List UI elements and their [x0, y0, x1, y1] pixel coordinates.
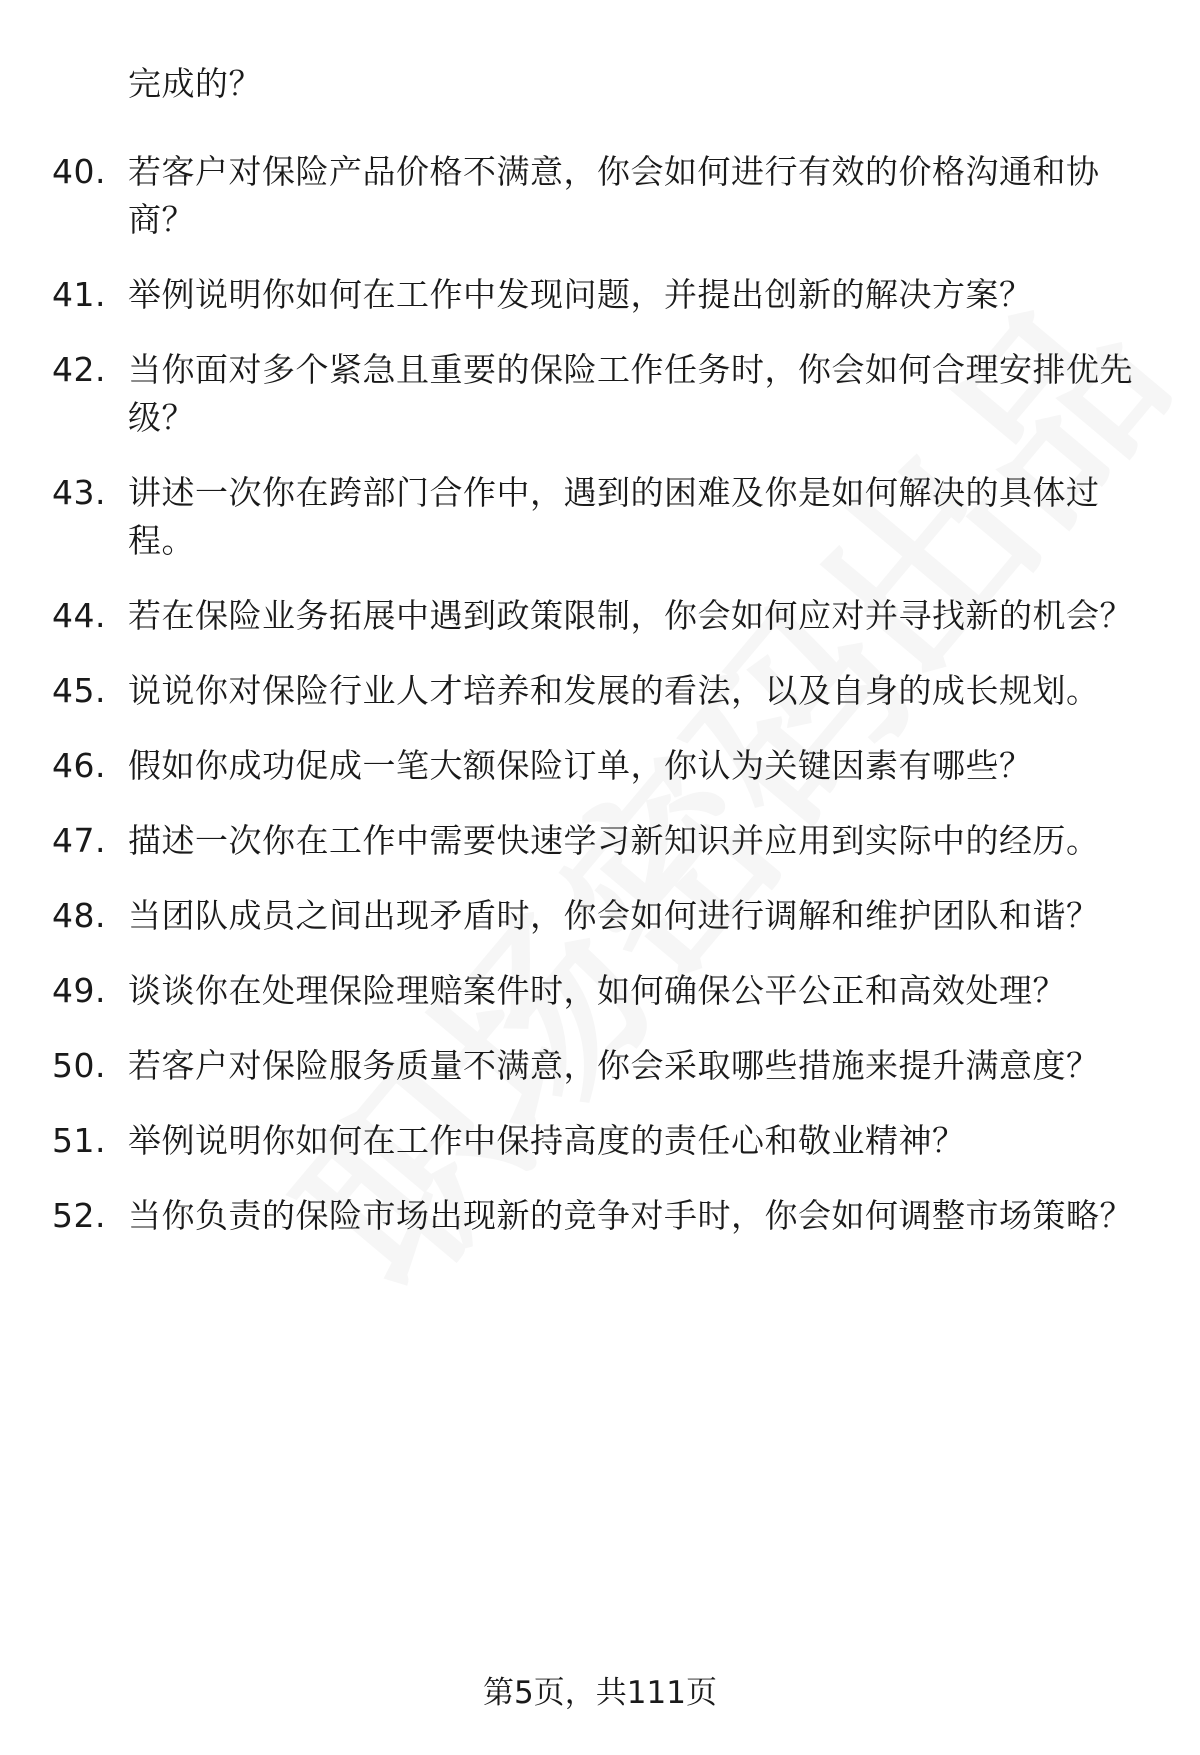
question-text: 若客户对保险产品价格不满意，你会如何进行有效的价格沟通和协商？	[128, 152, 1100, 239]
question-item	[0, 148, 1200, 244]
question-text: 当团队成员之间出现矛盾时，你会如何进行调解和维护团队和谐？	[128, 896, 1100, 935]
question-number: 48.	[52, 896, 106, 935]
question-item	[0, 1117, 1200, 1165]
question-number: 40.	[52, 152, 106, 191]
continued-question-text: 完成的？	[128, 64, 262, 103]
question-number: 44.	[52, 596, 106, 635]
question-number: 47.	[52, 821, 106, 860]
question-text: 若在保险业务拓展中遇到政策限制，你会如何应对并寻找新的机会？	[128, 596, 1133, 635]
question-number: 43.	[52, 473, 106, 512]
question-number: 45.	[52, 671, 106, 710]
question-text: 描述一次你在工作中需要快速学习新知识并应用到实际中的经历。	[128, 821, 1100, 860]
question-item	[0, 817, 1200, 865]
question-text: 当你负责的保险市场出现新的竞争对手时，你会如何调整市场策略？	[128, 1196, 1133, 1235]
question-number: 42.	[52, 350, 106, 389]
question-number: 41.	[52, 275, 106, 314]
question-number: 52.	[52, 1196, 106, 1235]
question-item	[0, 1192, 1200, 1240]
question-item	[0, 892, 1200, 940]
question-item	[0, 271, 1200, 319]
question-text: 说说你对保险行业人才培养和发展的看法，以及自身的成长规划。	[128, 671, 1100, 710]
question-text: 举例说明你如何在工作中发现问题，并提出创新的解决方案？	[128, 275, 1033, 314]
question-text: 假如你成功促成一笔大额保险订单，你认为关键因素有哪些？	[128, 746, 1033, 785]
page-number-footer: 第5页，共111页	[483, 1675, 717, 1711]
question-text: 谈谈你在处理保险理赔案件时，如何确保公平公正和高效处理？	[128, 971, 1066, 1010]
question-text: 举例说明你如何在工作中保持高度的责任心和敬业精神？	[128, 1121, 966, 1160]
question-item	[0, 742, 1200, 790]
question-text: 当你面对多个紧急且重要的保险工作任务时，你会如何合理安排优先级？	[128, 350, 1133, 437]
question-text: 若客户对保险服务质量不满意，你会采取哪些措施来提升满意度？	[128, 1046, 1100, 1085]
question-number: 46.	[52, 746, 106, 785]
question-item	[0, 667, 1200, 715]
question-item	[0, 1042, 1200, 1090]
question-number: 50.	[52, 1046, 106, 1085]
question-number: 49.	[52, 971, 106, 1010]
question-number: 51.	[52, 1121, 106, 1160]
question-item	[0, 967, 1200, 1015]
question-list	[0, 148, 1200, 1267]
question-text: 讲述一次你在跨部门合作中，遇到的困难及你是如何解决的具体过程。	[128, 473, 1100, 560]
question-item	[0, 346, 1200, 442]
question-item	[0, 469, 1200, 565]
question-item	[0, 592, 1200, 640]
